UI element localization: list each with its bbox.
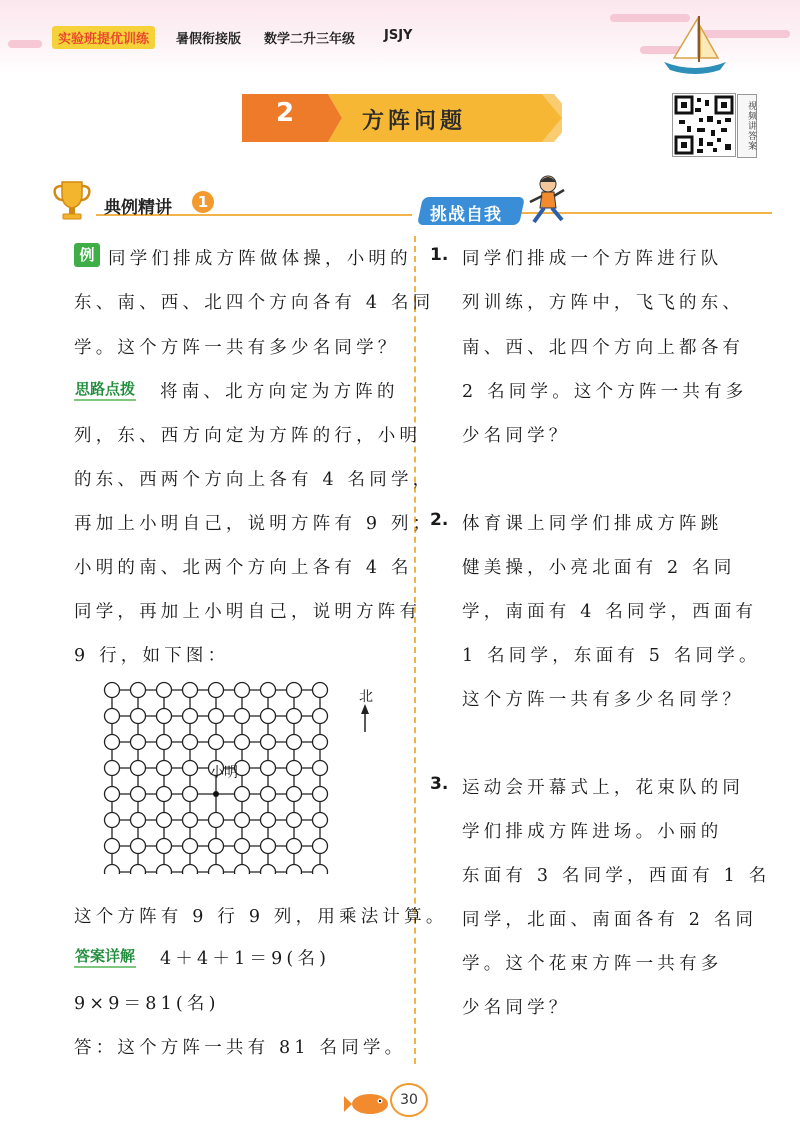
column-divider [414,236,416,1064]
answer-tag: 答案详解 [74,945,140,968]
student-circle [313,709,328,724]
student-circle [287,839,302,854]
student-circle [183,813,198,828]
qr-code-icon[interactable] [672,93,736,157]
student-circle [313,865,328,875]
student-circle [157,839,172,854]
student-circle [235,865,250,875]
student-circle [183,865,198,875]
student-circle [261,865,276,875]
student-circle [261,787,276,802]
student-circle [261,735,276,750]
student-circle [157,683,172,698]
question-line: 南、西、北四个方向上都各有 [462,338,745,358]
question-line: 学。这个花束方阵一共有多 [462,954,723,974]
student-circle [105,683,120,698]
sailboat-icon [660,14,730,78]
question-line: 1 名同学，东面有 5 名同学。 [462,646,761,666]
student-circle [183,683,198,698]
student-circle [105,735,120,750]
student-circle [105,839,120,854]
challenge-section-label: 挑战自我 [430,205,502,225]
student-circle [287,787,302,802]
student-circle [105,761,120,776]
student-circle [261,683,276,698]
subject-label: 数学二升三年级 [264,32,356,47]
hint-line: 再加上小明自己，说明方阵有 9 列； [74,514,435,534]
student-circle [235,683,250,698]
student-circle [313,813,328,828]
fish-icon [344,1088,392,1118]
question-line: 运动会开幕式上，花束队的同 [462,778,745,798]
student-circle [287,709,302,724]
student-circle [183,709,198,724]
student-circle [287,865,302,875]
qr-caption: 视频讲答案 [737,94,757,158]
question-line: 学们排成方阵进场。小丽的 [462,822,723,842]
student-circle [183,787,198,802]
student-circle [261,839,276,854]
hint-line: 同学，再加上小明自己，说明方阵有 [74,602,422,622]
student-circle [183,839,198,854]
student-circle [105,865,120,875]
question-line: 同学们排成一个方阵进行队 [462,249,723,269]
student-circle [209,813,224,828]
student-circle [157,761,172,776]
student-circle [209,735,224,750]
hint-line: 的东、西两个方向上各有 4 名同学， [74,470,435,490]
student-circle [183,761,198,776]
question-line: 体育课上同学们排成方阵跳 [462,514,723,534]
student-circle [235,709,250,724]
hint-line: 将南、北方向定为方阵的 [160,382,399,402]
student-circle [105,813,120,828]
figure-label-north: 北 [359,689,373,705]
example-section-label: 典例精讲 [104,198,172,218]
student-circle [287,761,302,776]
question-line: 少名同学？ [462,998,571,1018]
question-line: 2 名同学。这个方阵一共有多 [462,382,748,402]
student-circle [157,865,172,875]
student-circle [313,683,328,698]
student-circle [131,865,146,875]
student-circle [131,761,146,776]
question-line: 东面有 3 名同学，西面有 1 名 [462,866,771,886]
question-number: 2. [430,510,449,530]
student-circle [131,735,146,750]
student-circle [209,865,224,875]
student-circle [261,709,276,724]
example-badge: 例 [74,243,100,267]
lesson-title: 方阵问题 [362,109,467,134]
question-line: 同学，北面、南面各有 2 名同 [462,910,758,930]
hint-line: 小明的南、北两个方向上各有 4 名 [74,558,413,578]
student-circle [313,839,328,854]
figure-label-person: 小明 [210,765,238,781]
page-number: 30 [390,1083,428,1117]
hint-line: 列，东、西方向定为方阵的行，小明 [74,426,422,446]
student-circle [261,761,276,776]
student-circle [235,787,250,802]
question-line: 学，南面有 4 名同学，西面有 [462,602,758,622]
example-question-line: 同学们排成方阵做体操，小明的 [108,249,412,269]
question-line: 列训练，方阵中，飞飞的东、 [462,293,745,313]
hint-tag: 思路点拨 [74,378,140,401]
example-question-line: 学。这个方阵一共有多少名同学？ [74,338,400,358]
student-circle [157,709,172,724]
student-circle [313,787,328,802]
square-array-figure [96,674,396,874]
person-dot [213,791,219,797]
series-badge: 实验班提优训练 [52,26,155,49]
student-circle [287,683,302,698]
example-section-number: 1 [192,191,214,213]
student-circle [131,709,146,724]
example-question-line: 东、南、西、北四个方向各有 4 名同 [74,293,435,313]
student-circle [287,735,302,750]
student-circle [209,709,224,724]
answer-line: 4＋4＋1＝9(名) [160,949,331,969]
question-number: 3. [430,774,449,794]
student-circle [235,839,250,854]
hint-line: 9 行，如下图： [74,646,230,666]
code-label: JSJY [384,28,413,43]
trophy-icon [50,178,94,222]
question-number: 1. [430,245,449,265]
student-circle [313,735,328,750]
student-circle [131,813,146,828]
question-line: 这个方阵一共有多少名同学？ [462,690,745,710]
student-circle [157,735,172,750]
student-circle [235,735,250,750]
decor-stripe [8,40,42,48]
student-circle [209,683,224,698]
answer-line: 9×9＝81(名) [74,994,220,1014]
student-circle [131,839,146,854]
student-circle [287,813,302,828]
student-circle [157,813,172,828]
question-line: 健美操，小亮北面有 2 名同 [462,558,736,578]
student-circle [105,709,120,724]
student-circle [157,787,172,802]
student-circle [313,761,328,776]
student-circle [235,813,250,828]
student-circle [261,813,276,828]
student-circle [183,735,198,750]
edition-label: 暑假衔接版 [176,32,242,47]
figure-conclusion: 这个方阵有 9 行 9 列，用乘法计算。 [74,907,448,927]
lesson-number: 2 [276,98,295,128]
student-circle [209,839,224,854]
student-circle [105,787,120,802]
answer-line: 答：这个方阵一共有 81 名同学。 [74,1038,407,1058]
student-circle [131,683,146,698]
student-circle [131,787,146,802]
question-line: 少名同学？ [462,426,571,446]
running-boy-icon [522,174,570,230]
